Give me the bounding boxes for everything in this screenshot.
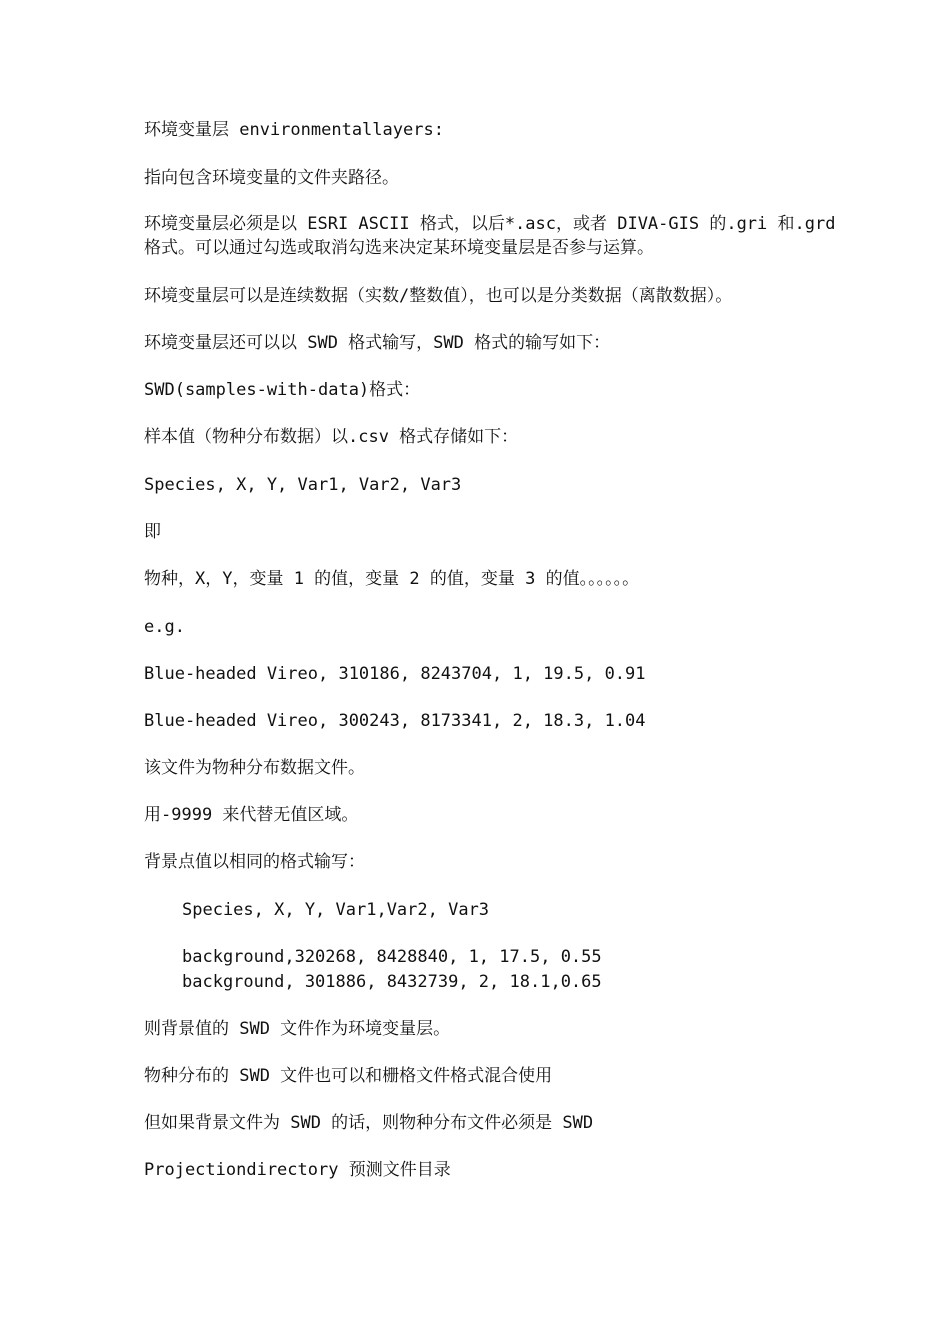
sample-row-1: Blue-headed Vireo, 310186, 8243704, 1, 19.5, 0.91: [144, 664, 646, 684]
paragraph-swd-requirement: 但如果背景文件为 SWD 的话，则物种分布文件必须是 SWD: [144, 1113, 594, 1133]
paragraph-folder-path: 指向包含环境变量的文件夹路径。: [144, 168, 399, 188]
background-row-1: background,320268, 8428840, 1, 17.5, 0.55: [182, 947, 602, 967]
sample-row-2: Blue-headed Vireo, 300243, 8173341, 2, 18.3, 1.04: [144, 711, 646, 731]
paragraph-nodata: 用-9999 来代替无值区域。: [144, 805, 359, 825]
background-row-2: background, 301886, 8432739, 2, 18.1,0.65: [182, 972, 602, 992]
paragraph-background-format: 背景点值以相同的格式输写：: [144, 852, 365, 872]
paragraph-format-line1: 环境变量层必须是以 ESRI ASCII 格式，以后*.asc，或者 DIVA-GIS 的.gri 和.grd: [144, 214, 836, 234]
paragraph-data-types: 环境变量层可以是连续数据（实数/整数值），也可以是分类数据（离散数据）。: [144, 286, 733, 306]
csv-header-example: Species, X, Y, Var1, Var2, Var3: [144, 475, 462, 495]
paragraph-sample-csv: 样本值（物种分布数据）以.csv 格式存储如下：: [144, 427, 519, 447]
projection-directory-heading: Projectiondirectory 预测文件目录: [144, 1160, 451, 1180]
paragraph-swd-intro: 环境变量层还可以以 SWD 格式输写，SWD 格式的输写如下：: [144, 333, 611, 353]
paragraph-eg: e.g.: [144, 617, 185, 637]
paragraph-species-file: 该文件为物种分布数据文件。: [144, 758, 365, 778]
env-layers-heading: 环境变量层 environmentallayers:: [144, 120, 444, 140]
paragraph-mixed-use: 物种分布的 SWD 文件也可以和栅格文件格式混合使用: [144, 1066, 553, 1086]
swd-format-title: SWD(samples-with-data)格式：: [144, 380, 421, 400]
background-header-example: Species, X, Y, Var1,Var2, Var3: [182, 900, 490, 920]
paragraph-field-meaning: 物种，X，Y，变量 1 的值，变量 2 的值，变量 3 的值。。。。。。: [144, 569, 640, 589]
paragraph-background-swd: 则背景值的 SWD 文件作为环境变量层。: [144, 1019, 451, 1039]
paragraph-ie: 即: [144, 522, 161, 542]
paragraph-format-line2: 格式。可以通过勾选或取消勾选来决定某环境变量层是否参与运算。: [144, 238, 654, 258]
